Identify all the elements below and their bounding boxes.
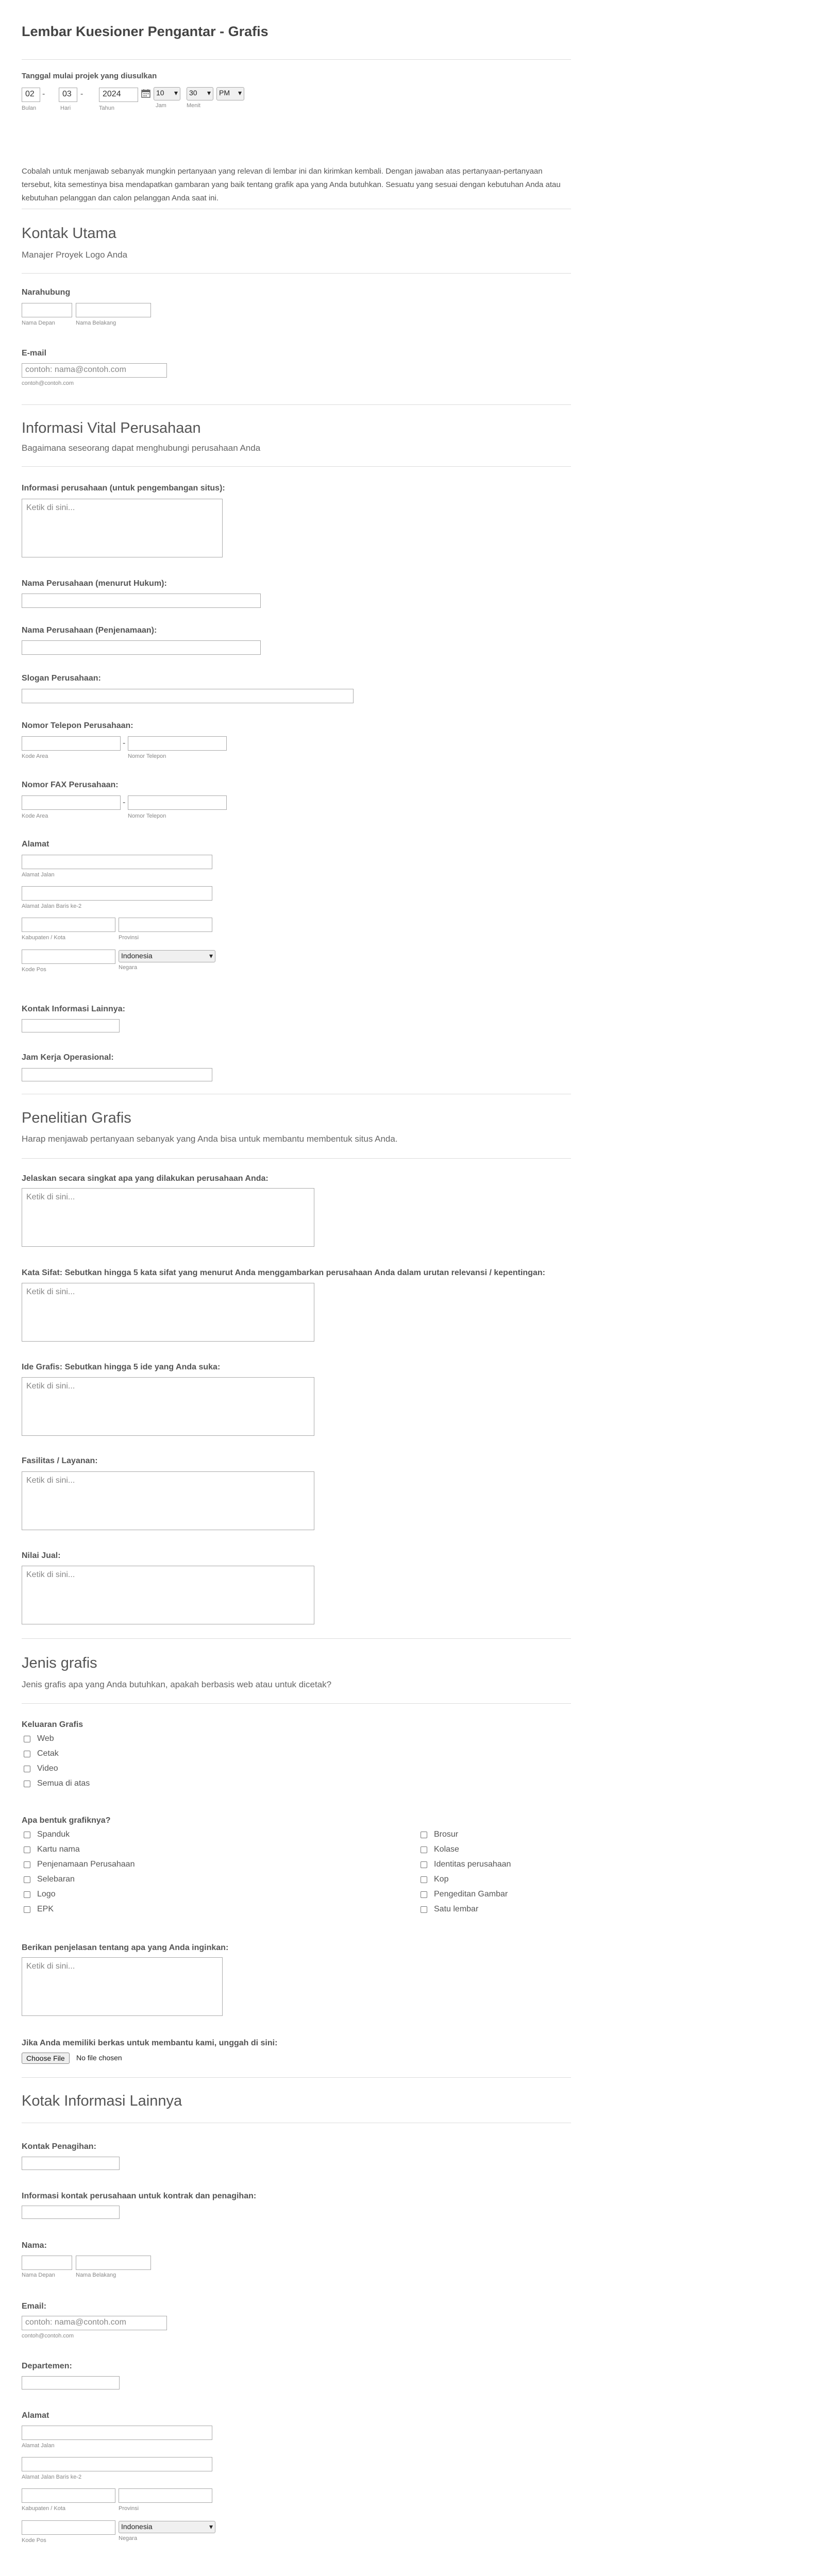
hours-label: Jam Kerja Operasional:: [22, 1053, 114, 1062]
legal-name-input[interactable]: [22, 594, 261, 608]
checkbox-label[interactable]: Brosur: [434, 1830, 459, 1839]
email-input[interactable]: contoh: nama@contoh.com: [22, 363, 167, 378]
date-separator: -: [80, 90, 83, 98]
date-separator: -: [42, 90, 45, 98]
divider: [22, 1638, 571, 1639]
selling-point-label: Nilai Jual:: [22, 1551, 61, 1560]
country-value: Indonesia: [121, 2522, 153, 2531]
checkbox-label[interactable]: Video: [37, 1764, 58, 1773]
services-textarea[interactable]: Ketik di sini...: [22, 1471, 314, 1530]
brand-name-input[interactable]: [22, 640, 261, 655]
email-hint: contoh@contoh.com: [22, 2333, 74, 2339]
country-select[interactable]: [119, 950, 215, 962]
services-label: Fasilitas / Layanan:: [22, 1456, 98, 1465]
email-label: E-mail: [22, 349, 47, 358]
hour-select[interactable]: [154, 87, 180, 100]
checkbox-label[interactable]: Satu lembar: [434, 1905, 479, 1913]
section-heading: Kontak Utama: [22, 225, 116, 242]
checkbox[interactable]: [24, 1832, 30, 1838]
other-contact-input[interactable]: [22, 1019, 120, 1032]
start-date-label: Tanggal mulai projek yang diusulkan: [22, 72, 157, 80]
explain-label: Berikan penjelasan tentang apa yang Anda inginkan:: [22, 1943, 229, 1952]
month-input[interactable]: 02: [22, 88, 40, 102]
area-code-caption: Kode Area: [22, 753, 48, 759]
email-hint: contoh@contoh.com: [22, 380, 74, 386]
street-caption: Alamat Jalan: [22, 872, 55, 878]
company-info-label: Informasi perusahaan (untuk pengembangan situs):: [22, 484, 225, 493]
checkbox[interactable]: [24, 1891, 30, 1898]
divider: [22, 404, 571, 405]
checkbox[interactable]: [421, 1891, 427, 1898]
divider: [22, 2077, 571, 2078]
billing-state-input[interactable]: [119, 2488, 212, 2503]
billing-label: Kontak Penagihan:: [22, 2142, 96, 2151]
brand-name-label: Nama Perusahaan (Penjenamaan):: [22, 626, 157, 635]
checkbox-label[interactable]: Spanduk: [37, 1830, 70, 1839]
checkbox-label[interactable]: Kartu nama: [37, 1845, 80, 1854]
month-caption: Bulan: [22, 105, 37, 111]
explain-textarea[interactable]: Ketik di sini...: [22, 1957, 223, 2016]
checkbox[interactable]: [421, 1832, 427, 1838]
no-file-text: No file chosen: [76, 2054, 122, 2062]
year-input[interactable]: 2024: [99, 88, 138, 102]
checkbox[interactable]: [24, 1846, 30, 1853]
city-caption: Kabupaten / Kota: [22, 2505, 66, 2512]
graphic-ideas-label: Ide Grafis: Sebutkan hingga 5 ide yang Anda suka:: [22, 1363, 221, 1371]
checkbox[interactable]: [24, 1861, 30, 1868]
section-heading: Kotak Informasi Lainnya: [22, 2093, 182, 2109]
section-heading: Penelitian Grafis: [22, 1110, 131, 1126]
first-name-caption: Nama Depan: [22, 2272, 55, 2278]
billing-input[interactable]: [22, 2157, 120, 2170]
checkbox-label[interactable]: Web: [37, 1734, 54, 1743]
chevron-down-icon: ▾: [207, 89, 211, 97]
street-input[interactable]: [22, 855, 212, 869]
last-name-caption: Nama Belakang: [76, 320, 116, 326]
choose-file-button[interactable]: Choose File: [22, 2053, 70, 2064]
first-name-caption: Nama Depan: [22, 320, 55, 326]
chevron-down-icon: ▾: [209, 2522, 213, 2531]
checkbox-label[interactable]: Penjenamaan Perusahaan: [37, 1860, 135, 1869]
phone-number-input[interactable]: [128, 736, 227, 751]
section-heading: Informasi Vital Perusahaan: [22, 420, 201, 436]
department-label: Departemen:: [22, 2362, 72, 2370]
phone-number-caption: Nomor Telepon: [128, 813, 166, 819]
country-value: Indonesia: [121, 952, 153, 960]
checkbox[interactable]: [421, 1861, 427, 1868]
zip-caption: Kode Pos: [22, 2537, 46, 2544]
country-caption: Negara: [119, 964, 138, 971]
other-contact-label: Kontak Informasi Lainnya:: [22, 1005, 125, 1013]
billing-email-input[interactable]: contoh: nama@contoh.com: [22, 2316, 167, 2330]
address-label: Alamat: [22, 840, 49, 849]
checkbox[interactable]: [421, 1876, 427, 1883]
ampm-select[interactable]: [216, 87, 244, 100]
legal-name-label: Nama Perusahaan (menurut Hukum):: [22, 579, 167, 588]
day-input[interactable]: 03: [59, 88, 77, 102]
business-desc-textarea[interactable]: Ketik di sini...: [22, 1188, 314, 1247]
checkbox-label[interactable]: Semua di atas: [37, 1779, 90, 1788]
minute-caption: Menit: [187, 103, 200, 109]
divider: [22, 1703, 571, 1704]
checkbox[interactable]: [421, 1906, 427, 1913]
divider: [22, 1158, 571, 1159]
fax-area-input[interactable]: [22, 795, 121, 810]
checkbox[interactable]: [24, 1751, 30, 1757]
billing-street2-input[interactable]: [22, 2457, 212, 2471]
department-input[interactable]: [22, 2376, 120, 2389]
street2-caption: Alamat Jalan Baris ke-2: [22, 2474, 82, 2480]
chevron-down-icon: ▾: [174, 89, 178, 97]
zip-input[interactable]: [22, 950, 115, 964]
billing-email-label: Email:: [22, 2302, 47, 2311]
graphic-ideas-textarea[interactable]: Ketik di sini...: [22, 1377, 314, 1436]
section-subheading: Harap menjawab pertanyaan sebanyak yang Anda bisa untuk membantu membentuk situs Anda.: [22, 1134, 398, 1144]
state-input[interactable]: [119, 918, 212, 932]
chevron-down-icon: ▾: [209, 952, 213, 960]
last-name-caption: Nama Belakang: [76, 2272, 116, 2278]
form-title: Lembar Kuesioner Pengantar - Grafis: [22, 24, 269, 39]
city-caption: Kabupaten / Kota: [22, 935, 66, 941]
hour-caption: Jam: [156, 103, 166, 109]
company-info-textarea[interactable]: Ketik di sini...: [22, 499, 223, 557]
billing-first-name-input[interactable]: [22, 2256, 72, 2270]
billing-info-input[interactable]: [22, 2206, 120, 2219]
day-caption: Hari: [60, 105, 71, 111]
city-input[interactable]: [22, 918, 115, 932]
checkbox-label[interactable]: Pengeditan Gambar: [434, 1890, 508, 1899]
street-caption: Alamat Jalan: [22, 2443, 55, 2449]
phone-label: Nomor Telepon Perusahaan:: [22, 721, 133, 730]
chevron-down-icon: ▾: [238, 89, 242, 97]
street2-caption: Alamat Jalan Baris ke-2: [22, 903, 82, 909]
graphic-form-label: Apa bentuk grafiknya?: [22, 1816, 111, 1825]
billing-country-select[interactable]: [119, 2521, 215, 2533]
last-name-input[interactable]: [76, 303, 151, 317]
hour-value: 10: [156, 89, 164, 97]
billing-street-input[interactable]: [22, 2426, 212, 2440]
phone-separator: -: [123, 739, 126, 748]
checkbox-label[interactable]: Cetak: [37, 1749, 59, 1758]
billing-zip-input[interactable]: [22, 2520, 115, 2535]
phone-number-caption: Nomor Telepon: [128, 753, 166, 759]
checkbox-label[interactable]: EPK: [37, 1905, 54, 1913]
fax-separator: -: [123, 798, 126, 807]
billing-last-name-input[interactable]: [76, 2256, 151, 2270]
area-code-caption: Kode Area: [22, 813, 48, 819]
calendar-icon[interactable]: [141, 89, 150, 98]
billing-address-label: Alamat: [22, 2411, 49, 2420]
checkbox[interactable]: [24, 1876, 30, 1883]
street2-input[interactable]: [22, 886, 212, 901]
section-subheading: Bagaimana seseorang dapat menghubungi perusahaan Anda: [22, 443, 261, 453]
business-desc-label: Jelaskan secara singkat apa yang dilakukan perusahaan Anda:: [22, 1174, 269, 1183]
state-caption: Provinsi: [119, 2505, 139, 2512]
fax-label: Nomor FAX Perusahaan:: [22, 781, 119, 789]
checkbox[interactable]: [24, 1781, 30, 1787]
zip-caption: Kode Pos: [22, 967, 46, 973]
adjectives-textarea[interactable]: Ketik di sini...: [22, 1283, 314, 1342]
divider: [22, 273, 571, 274]
section-subheading: Manajer Proyek Logo Anda: [22, 250, 128, 260]
checkbox-label[interactable]: Kop: [434, 1875, 449, 1884]
checkbox[interactable]: [24, 1766, 30, 1772]
ampm-value: PM: [219, 89, 230, 97]
adjectives-label: Kata Sifat: Sebutkan hingga 5 kata sifat yang menurut Anda menggambarkan perusahaan Anda dalam urutan relevansi / kepentingan:: [22, 1268, 545, 1277]
checkbox-label[interactable]: Kolase: [434, 1845, 459, 1854]
checkbox[interactable]: [421, 1846, 427, 1853]
year-caption: Tahun: [99, 105, 114, 111]
checkbox-label[interactable]: Identitas perusahaan: [434, 1860, 511, 1869]
minute-value: 30: [189, 89, 197, 97]
billing-info-label: Informasi kontak perusahaan untuk kontrak dan penagihan:: [22, 2192, 257, 2200]
section-heading: Jenis grafis: [22, 1655, 97, 1671]
country-caption: Negara: [119, 2535, 138, 2541]
checkbox-label[interactable]: Selebaran: [37, 1875, 75, 1884]
fax-number-input[interactable]: [128, 795, 227, 810]
checkbox[interactable]: [24, 1906, 30, 1913]
state-caption: Provinsi: [119, 935, 139, 941]
output-label: Keluaran Grafis: [22, 1720, 83, 1729]
checkbox[interactable]: [24, 1736, 30, 1742]
hours-input[interactable]: [22, 1068, 212, 1081]
contact-name-label: Narahubung: [22, 288, 71, 297]
intro-paragraph: Cobalah untuk menjawab sebanyak mungkin pertanyaan yang relevan di lembar ini dan kirimkan kembali. Dengan jawaban atas pertanyaan-pertanyaan tersebut, kita semestinya bisa mendapatkan gambaran yang baik tentang grafik apa yang Anda butuhkan. Sesuatu yang sesuai dengan kebutuhan Anda atau kebutuhan pelanggan dan calon pelanggan Anda saat ini.: [22, 167, 561, 202]
checkbox-label[interactable]: Logo: [37, 1890, 56, 1899]
billing-city-input[interactable]: [22, 2488, 115, 2503]
divider: [22, 466, 571, 467]
section-subheading: Jenis grafis apa yang Anda butuhkan, apakah berbasis web atau untuk dicetak?: [22, 1680, 332, 1689]
slogan-label: Slogan Perusahaan:: [22, 674, 101, 683]
phone-area-input[interactable]: [22, 736, 121, 751]
selling-point-textarea[interactable]: Ketik di sini...: [22, 1566, 314, 1624]
divider: [22, 59, 571, 60]
billing-name-label: Nama:: [22, 2241, 47, 2250]
first-name-input[interactable]: [22, 303, 72, 317]
slogan-input[interactable]: [22, 689, 354, 703]
upload-label: Jika Anda memiliki berkas untuk membantu kami, unggah di sini:: [22, 2039, 278, 2047]
minute-select[interactable]: [187, 87, 213, 100]
